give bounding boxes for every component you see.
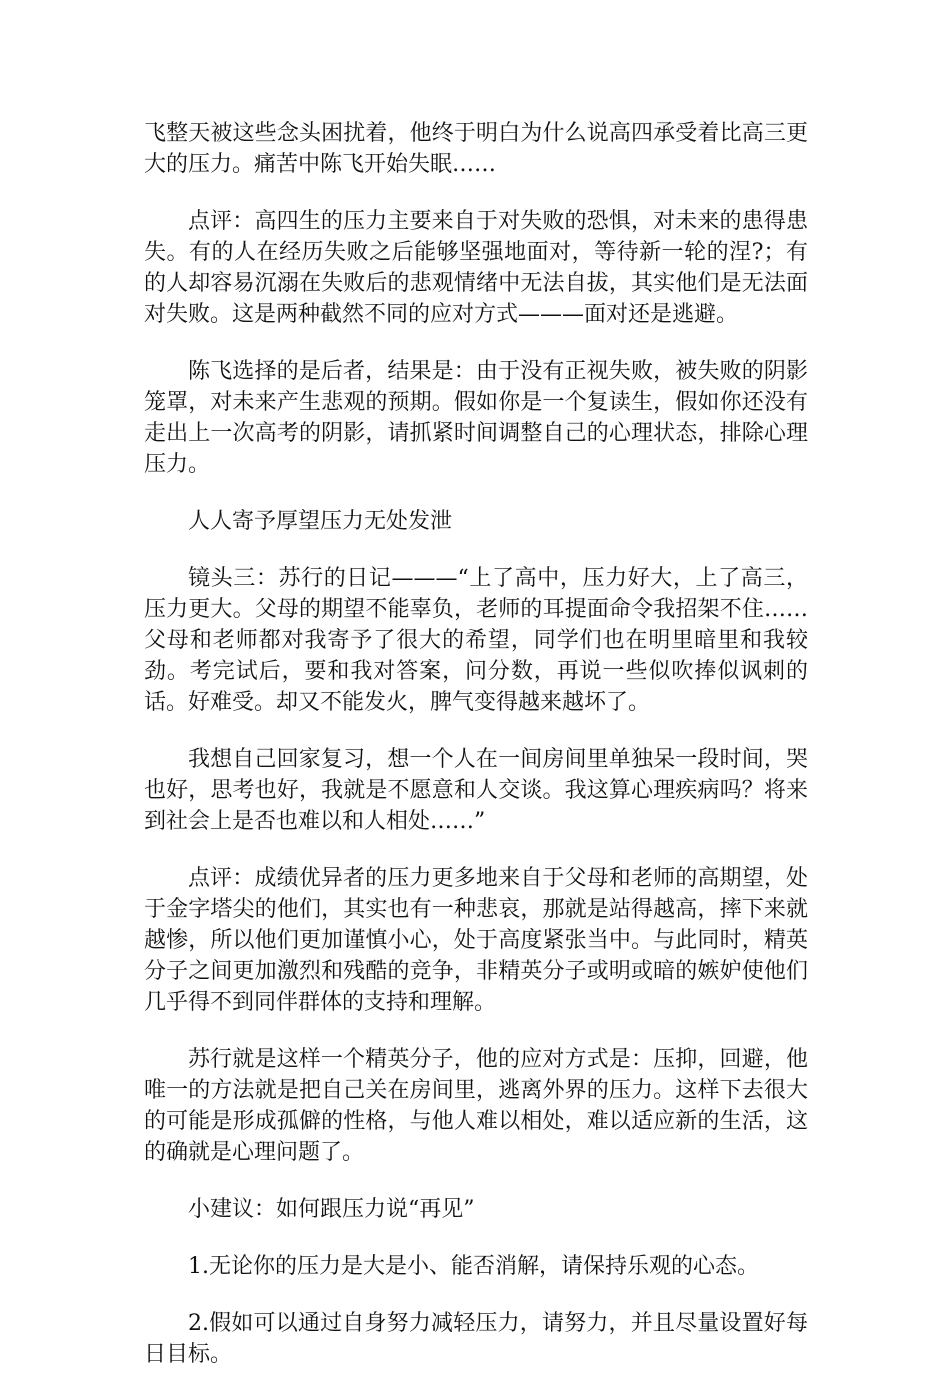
- paragraph-comment-2: 点评：成绩优异者的压力更多地来自于父母和老师的高期望，处于金字塔尖的他们，其实也有一种悲哀，那就是站得越高，摔下来就越惨，所以他们更加谨慎小心，处于高度紧张当中。与此同时，精英分子之间更加激烈和残酷的竞争，非精英分子或明或暗的嫉妒使他们几乎得不到同伴群体的支持和理解。: [144, 866, 808, 1015]
- suggestion-heading: 小建议：如何跟压力说“再见”: [188, 1197, 475, 1222]
- paragraph-suxing-response: 苏行就是这样一个精英分子，他的应对方式是：压抑，回避，他唯一的方法就是把自己关在房间里，逃离外界的压力。这样下去很大的可能是形成孤僻的性格，与他人难以相处，难以适应新的生活，这的确就是心理问题了。: [144, 1047, 808, 1165]
- paragraph-chenfei-choice: 陈飞选择的是后者，结果是：由于没有正视失败，被失败的阴影笼罩，对未来产生悲观的预期。假如你是一个复读生，假如你还没有走出上一次高考的阴影，请抓紧时间调整自己的心理状态，排除心理压力。: [144, 359, 808, 477]
- paragraph-continuation: 飞整天被这些念头困扰着，他终于明白为什么说高四承受着比高三更大的压力。痛苦中陈飞开始失眠……: [144, 121, 808, 177]
- suggestion-item-2: 2.假如可以通过自身努力减轻压力，请努力，并且尽量设置好每日目标。: [144, 1311, 808, 1367]
- paragraph-scene-three: 镜头三：苏行的日记———“上了高中，压力好大，上了高三，压力更大。父母的期望不能辜负，老师的耳提面命令我招架不住……父母和老师都对我寄予了很大的希望，同学们也在明里暗里和我较劲。考完试后，要和我对答案，问分数，再说一些似吹捧似讽刺的话。好难受。却又不能发火，脾气变得越来越坏了。: [144, 566, 808, 715]
- suggestion-item-1: 1.无论你的压力是大是小、能否消解，请保持乐观的心态。: [188, 1254, 759, 1279]
- paragraph-diary-continued: 我想自己回家复习，想一个人在一间房间里单独呆一段时间，哭也好，思考也好，我就是不愿意和人交谈。我这算心理疾病吗？将来到社会上是否也难以和人相处……”: [144, 747, 808, 834]
- paragraph-comment-1: 点评：高四生的压力主要来自于对失败的恐惧，对未来的患得患失。有的人在经历失败之后能够坚强地面对，等待新一轮的涅?；有的人却容易沉溺在失败后的悲观情绪中无法自拔，其实他们是无法面对失败。这是两种截然不同的应对方式———面对还是逃避。: [144, 209, 808, 327]
- document-body: [144, 118, 808, 1396]
- section-heading: 人人寄予厚望压力无处发泄: [188, 509, 453, 534]
